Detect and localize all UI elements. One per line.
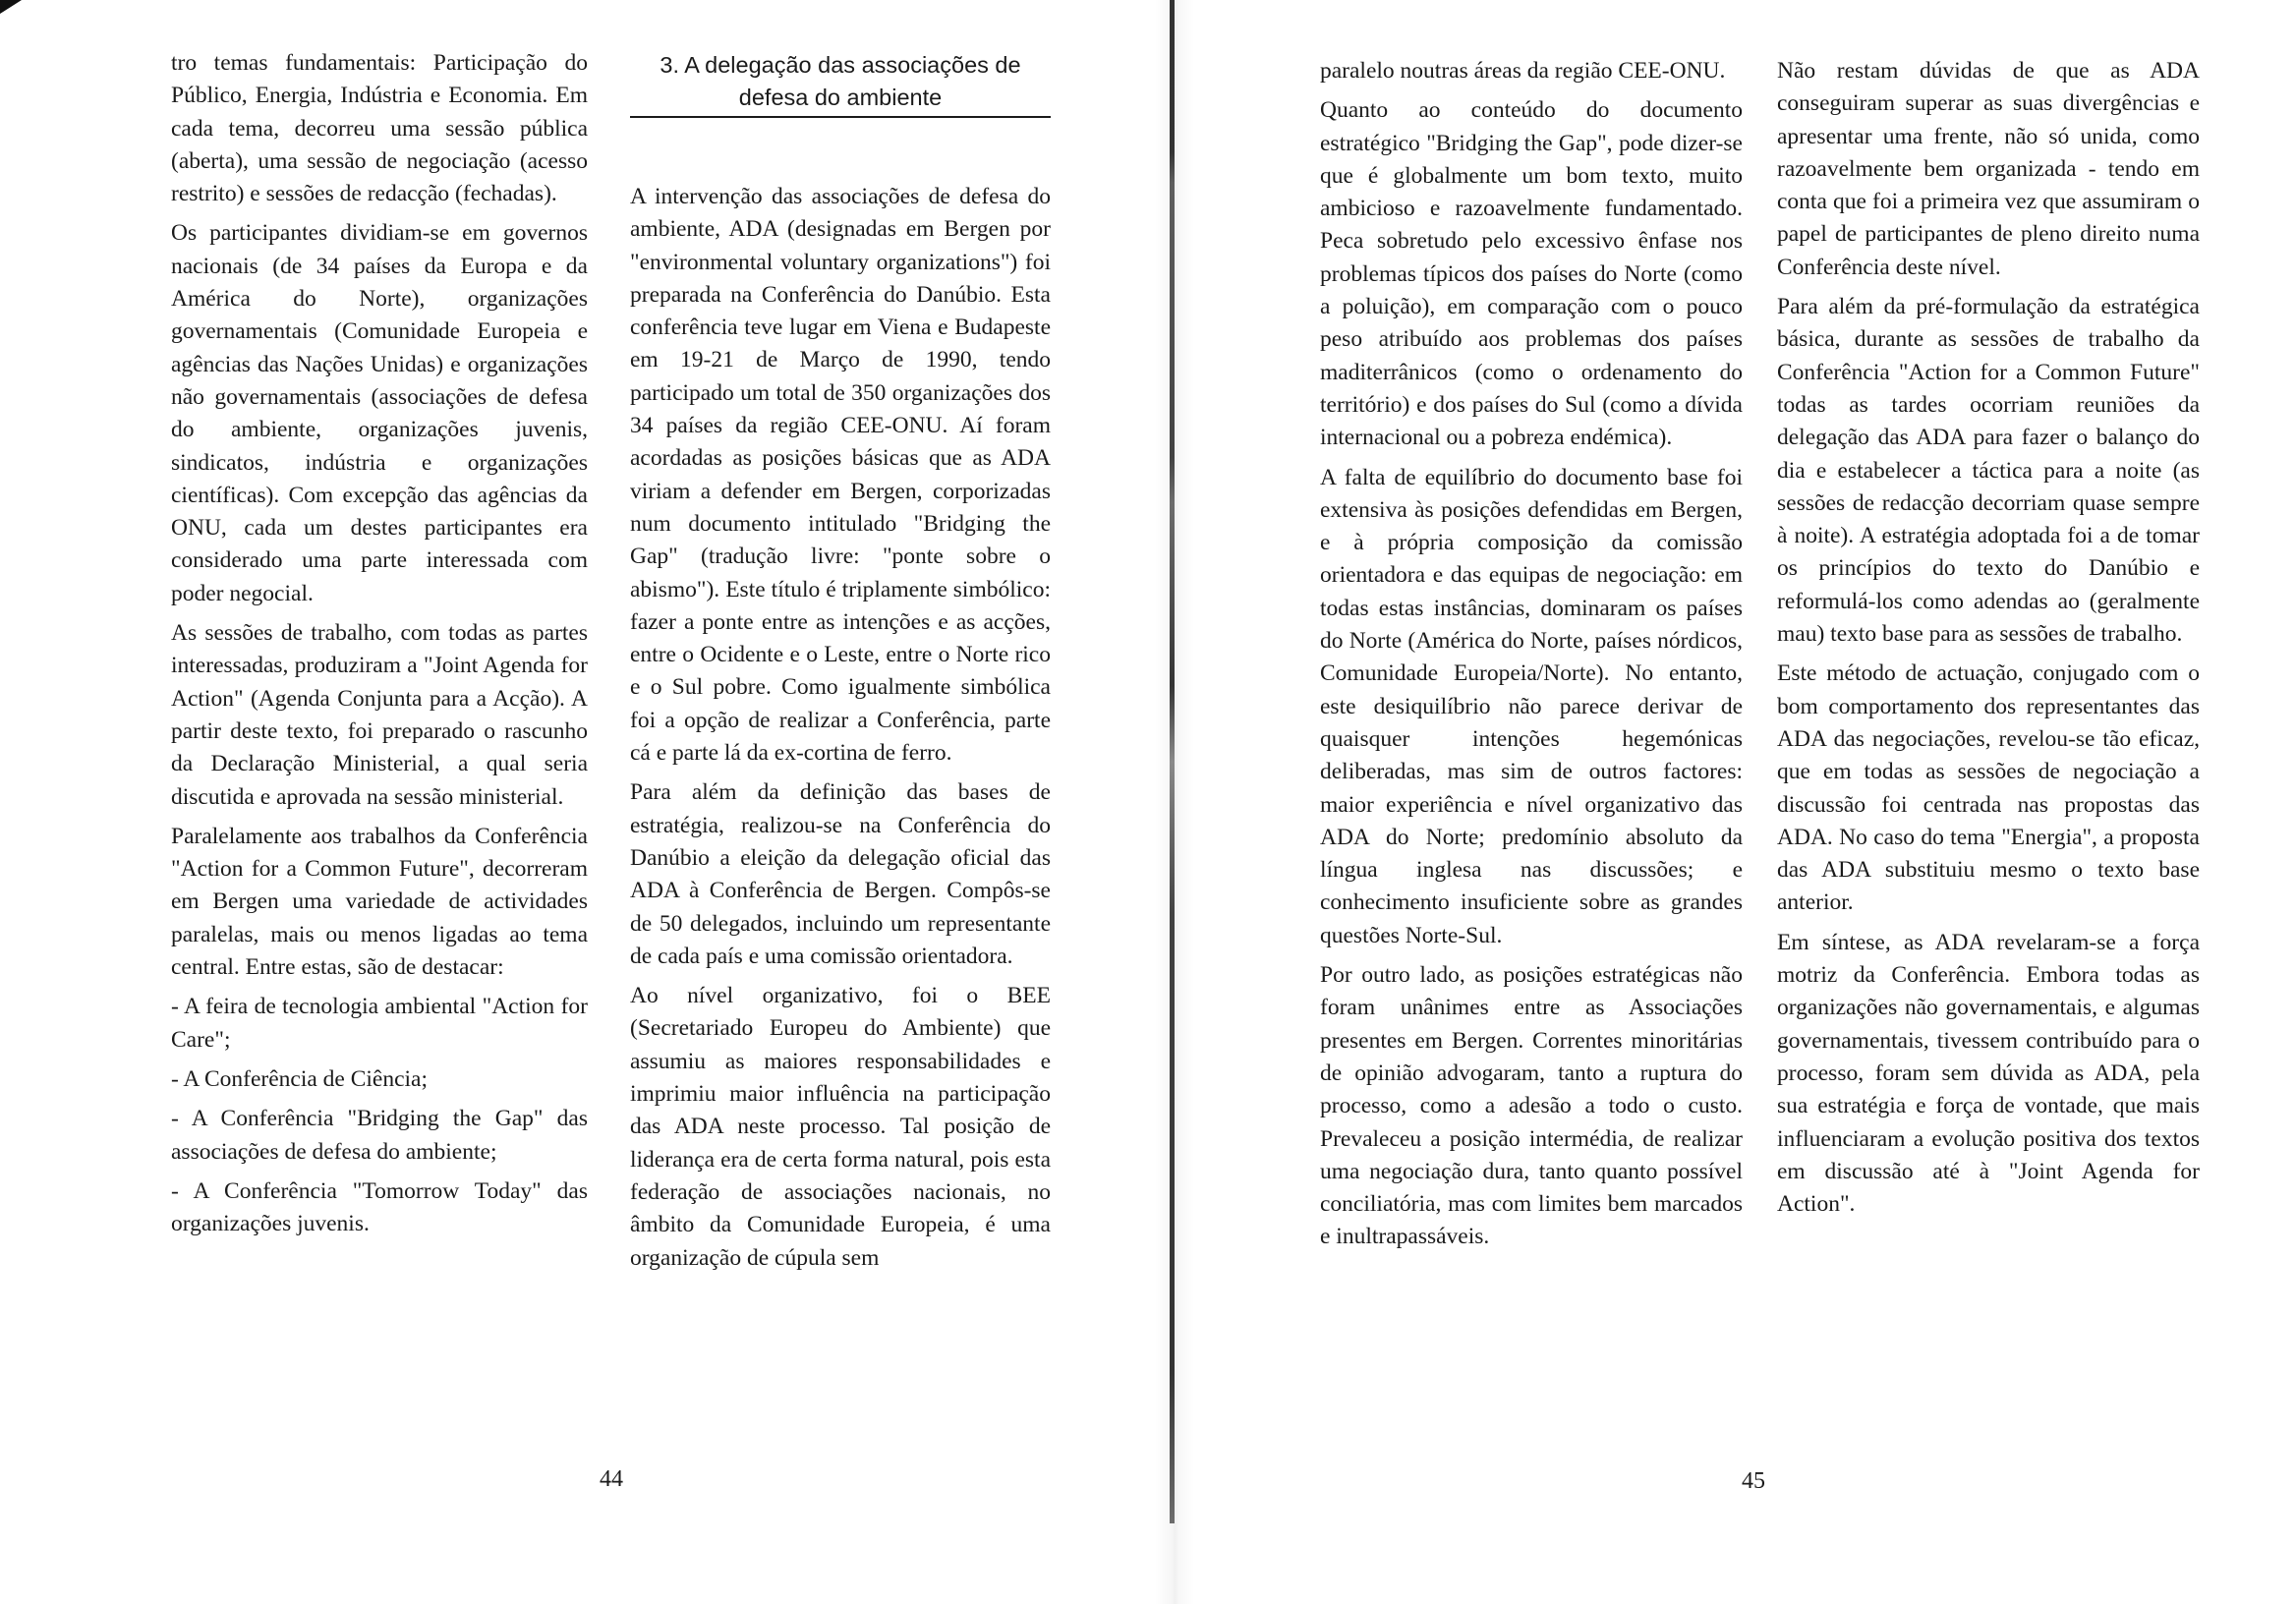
paragraph: Para além da pré-formulação da estratégica básica, durante as sessões de trabalho da Conferência "Action for a Common Future" todas as tardes ocorriam reuniões da delegação das ADA para fazer o balanço do dia e estabelecer a táctica para a noite (as sessões de redacção decorriam quase sempre à noite). A estratégia adoptada foi a de tomar os princípios do texto do Danúbio e reformulá-los como adendas ao (geralmente mau) texto base para as sessões de trabalho. xyxy=(1777,294,2200,648)
page-number-right: 45 xyxy=(1742,1468,1765,1494)
left-page-column-2 xyxy=(630,181,1051,1275)
scan-corner-mark xyxy=(0,0,22,14)
list-item: - A Conferência "Tomorrow Today" das organizações juvenis. xyxy=(171,1177,588,1237)
section-heading xyxy=(630,49,1051,114)
paragraph: Ao nível organizativo, foi o BEE (Secretariado Europeu do Ambiente) que assumiu as maiores responsabilidades e imprimiu maior influência na participação das ADA neste processo. Tal posição de liderança era de certa forma natural, pois esta federação de associações nacionais, no âmbito da Comunidade Europeia, é uma organização de cúpula sem xyxy=(630,983,1051,1271)
page-number-left: 44 xyxy=(600,1466,623,1492)
heading-underline xyxy=(630,116,1051,118)
paragraph: Este método de actuação, conjugado com o bom comportamento dos representantes das ADA das negociações, revelou-se tão eficaz, que em todas as sessões de negociação a discussão foi centrada nas propostas das ADA. No caso do tema "Energia", a proposta das ADA substituiu mesmo o texto base anterior. xyxy=(1777,660,2200,916)
paragraph: A intervenção das associações de defesa do ambiente, ADA (designadas em Bergen por "environmental voluntary organizations") foi preparada na Conferência do Danúbio. Esta conferência teve lugar em Viena e Budapeste em 19-21 de Março de 1990, tendo participado um total de 350 organizações dos 34 países da região CEE-ONU. Aí foram acordadas as posições básicas que as ADA viriam a defender em Bergen, corporizadas num documento intitulado "Bridging the Gap" (tradução livre: "ponte sobre o abismo"). Este título é triplamente simbólico: fazer a ponte entre as intenções e as acções, entre o Ocidente e o Leste, entre o Norte rico e o Sul pobre. Como igualmente simbólica foi a opção de realizar a Conferência, parte cá e parte lá da ex-cortina de ferro. xyxy=(630,184,1051,767)
gutter-shadow xyxy=(1155,0,1194,1604)
paragraph: Os participantes dividiam-se em governos nacionais (de 34 países da Europa e da América do Norte), organizações governamentais (Comunidade Europeia e agências das Nações Unidas) e organizações não governamentais (associações de defesa do ambiente, organizações juvenis, sindicatos, indústria e organizações científicas). Com excepção das agências da ONU, cada um destes participantes era considerado uma parte interessada com poder negocial. xyxy=(171,220,588,606)
paragraph: tro temas fundamentais: Participação do Público, Energia, Indústria e Economia. Em cada tema, decorreu uma sessão pública (aberta), uma sessão de negociação (acesso restrito) e sessões de redacção (fechadas). xyxy=(171,50,588,207)
list-item: - A Conferência de Ciência; xyxy=(171,1065,429,1092)
list-item: - A Conferência "Bridging the Gap" das associações de defesa do ambiente; xyxy=(171,1106,588,1165)
paragraph: Não restam dúvidas de que as ADA conseguiram superar as suas divergências e apresentar uma frente, não só unida, como razoavelmente bem organizada - tendo em conta que foi a primeira vez que assumiram o papel de participantes de pleno direito numa Conferência deste nível. xyxy=(1777,58,2200,280)
right-page-column-1 xyxy=(1320,55,1743,1254)
paragraph: A falta de equilíbrio do documento base foi extensiva às posições defendidas em Bergen, e à própria composição da comissão orientadora e das equipas de negociação: em todas estas instâncias, dominaram os países do Norte (América do Norte, países nórdicos, Comunidade Europeia/Norte). No entanto, este desiquilíbrio não parece derivar de quaisquer intenções hegemónicas deliberadas, mas sim de outros factores: maior experiência e nível organizativo das ADA do Norte; predomínio absoluto da língua inglesa nas discussões; e conhecimento insuficiente sobre as grandes questões Norte-Sul. xyxy=(1320,464,1743,948)
paragraph: Por outro lado, as posições estratégicas não foram unânimes entre as Associações presentes em Bergen. Correntes minoritárias de opinião advogaram, tanto a ruptura do processo, como a adesão a todo o custo. Prevaleceu a posição intermédia, de realizar uma negociação dura, tanto quanto possível conciliatória, mas com limites bem marcados e inultrapassáveis. xyxy=(1320,962,1743,1250)
paragraph: Paralelamente aos trabalhos da Conferência "Action for a Common Future", decorreram em Bergen uma variedade de actividades paralelas, mais ou menos ligadas ao tema central. Entre estas, são de destacar: xyxy=(171,823,588,981)
book-gutter xyxy=(1170,0,1175,1523)
paragraph: Quanto ao conteúdo do documento estratégico "Bridging the Gap", pode dizer-se que é globalmente um bom texto, muito ambicioso e razoavelmente fundamentado. Peca sobretudo pelo excessivo ênfase nos problemas típicos dos países do Norte (como a poluição), em comparação com o pouco peso atribuído aos problemas dos países maditerrânicos (como o ordenamento do território) e dos países do Sul (como a dívida internacional ou a pobreza endémica). xyxy=(1320,97,1743,451)
right-page-column-2 xyxy=(1777,55,2200,1221)
paragraph: Para além da definição das bases de estratégia, realizou-se na Conferência do Danúbio a eleição da delegação oficial das ADA à Conferência de Bergen. Compôs-se de 50 delegados, incluindo um representante de cada país e uma comissão orientadora. xyxy=(630,779,1051,969)
paragraph: As sessões de trabalho, com todas as partes interessadas, produziram a "Joint Agenda for Action" (Agenda Conjunta para a Acção). A partir deste texto, foi preparado o rascunho da Declaração Ministerial, a qual seria discutida e aprovada na sessão ministerial. xyxy=(171,620,588,810)
section-heading-line-1: 3. A delegação das associações de xyxy=(660,52,1021,78)
paragraph: Em síntese, as ADA revelaram-se a força motriz da Conferência. Embora todas as organizações não governamentais, e algumas governamentais, tivessem contribuído para o processo, foram sem dúvida as ADA, pela sua estratégia e força de vontade, que mais influenciaram a evolução positiva dos textos em discussão até à "Joint Agenda for Action". xyxy=(1777,929,2200,1218)
list-item: - A feira de tecnologia ambiental "Action for Care"; xyxy=(171,994,588,1053)
left-page-column-1 xyxy=(171,47,588,1240)
paragraph: paralelo noutras áreas da região CEE-ONU. xyxy=(1320,58,1726,84)
section-heading-line-2: defesa do ambiente xyxy=(738,85,943,110)
